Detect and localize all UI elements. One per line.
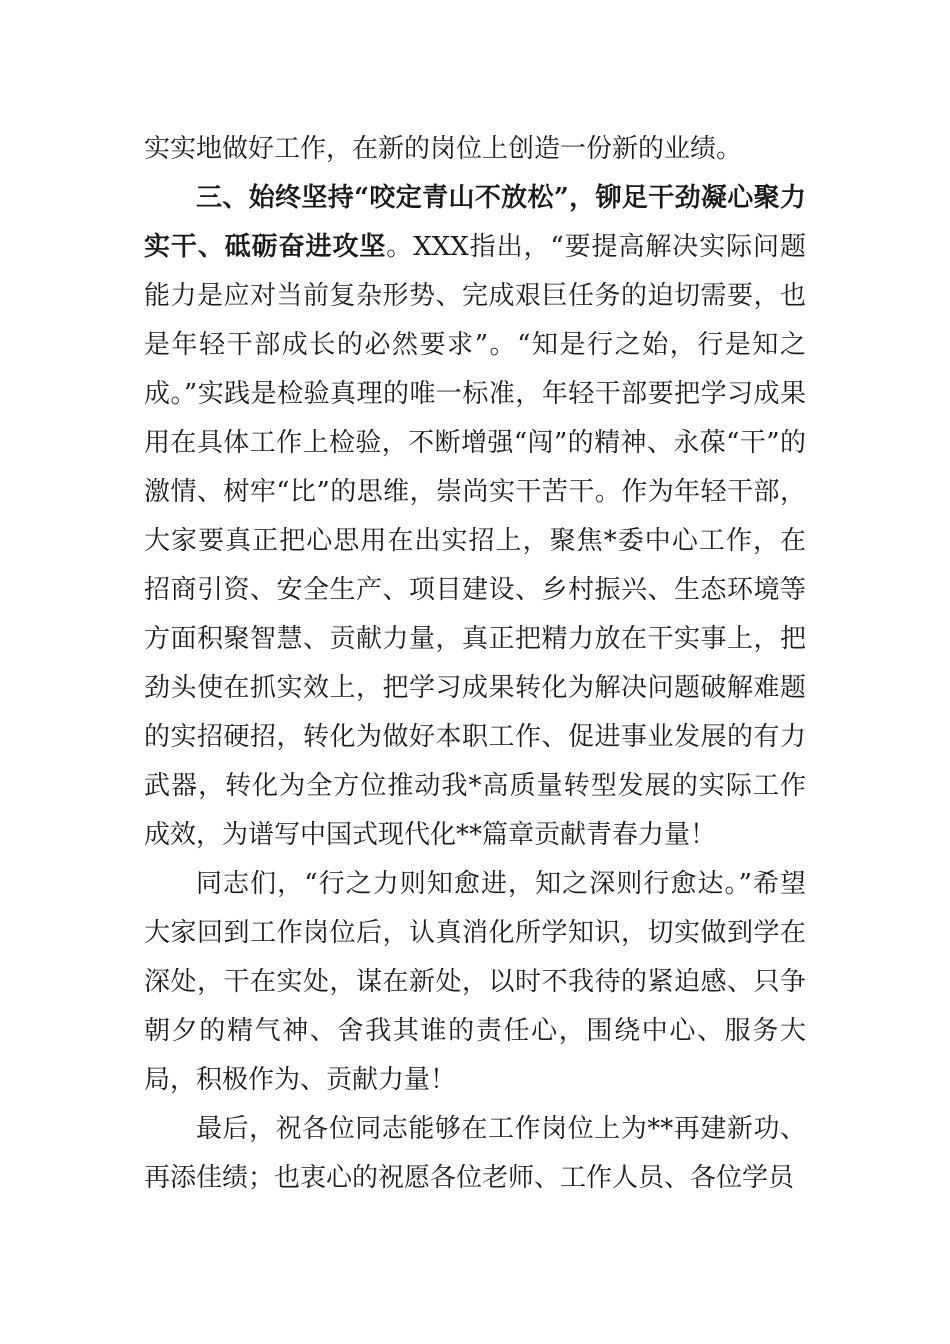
paragraph-text: 。XXX指出，“要提高解决实际问题能力是应对当前复杂形势、完成艰巨任务的迫切需要，也是年轻干部成长的必然要求”。“知是行之始，行是知之成。”实践是检验真理的唯一标准，年轻干部要把学习成果用在具体工作上检验，不断增强“闯”的精神、永葆“干”的激情、树牢“比”的思维，崇尚实干苦干。作为年轻干部，大家要真正把心思用在出实招上，聚焦*委中心工作，在招商引资、安全生产、项目建设、乡村振兴、生态环境等方面积聚智慧、贡献力量，真正把精力放在干实事上，把劲头使在抓实效上，把学习成果转化为解决问题破解难题的实招硬招，转化为做好本职工作、促进事业发展的有力武器，转化为全方位推动我*高质量转型发展的实际工作成效，为谱写中国式现代化**篇章贡献青春力量！ <box>144 232 806 850</box>
paragraph-closing <box>144 1105 806 1203</box>
section-heading: 三、始终坚持“咬定青山不放松”，铆足干劲凝心聚力实干、砥砺奋进攻坚 <box>144 183 806 262</box>
paragraph-comrades <box>144 860 806 1105</box>
paragraph-text: 同志们，“行之力则知愈进，知之深则行愈达。”希望大家回到工作岗位后，认真消化所学知识，切实做到学在深处，干在实处，谋在新处，以时不我待的紧迫感、只争朝夕的精气神、舍我其谁的责任心，围绕中心、服务大局，积极作为、贡献力量！ <box>144 869 806 1095</box>
paragraph-text: 实实地做好工作，在新的岗位上创造一份新的业绩。 <box>144 134 743 164</box>
paragraph-text: 最后，祝各位同志能够在工作岗位上为**再建新功、再添佳绩；也衷心的祝愿各位老师、工作人员、各位学员 <box>144 1114 806 1193</box>
paragraph-section-three <box>144 174 806 860</box>
paragraph-continuation <box>144 125 806 174</box>
document-body <box>144 125 806 1203</box>
